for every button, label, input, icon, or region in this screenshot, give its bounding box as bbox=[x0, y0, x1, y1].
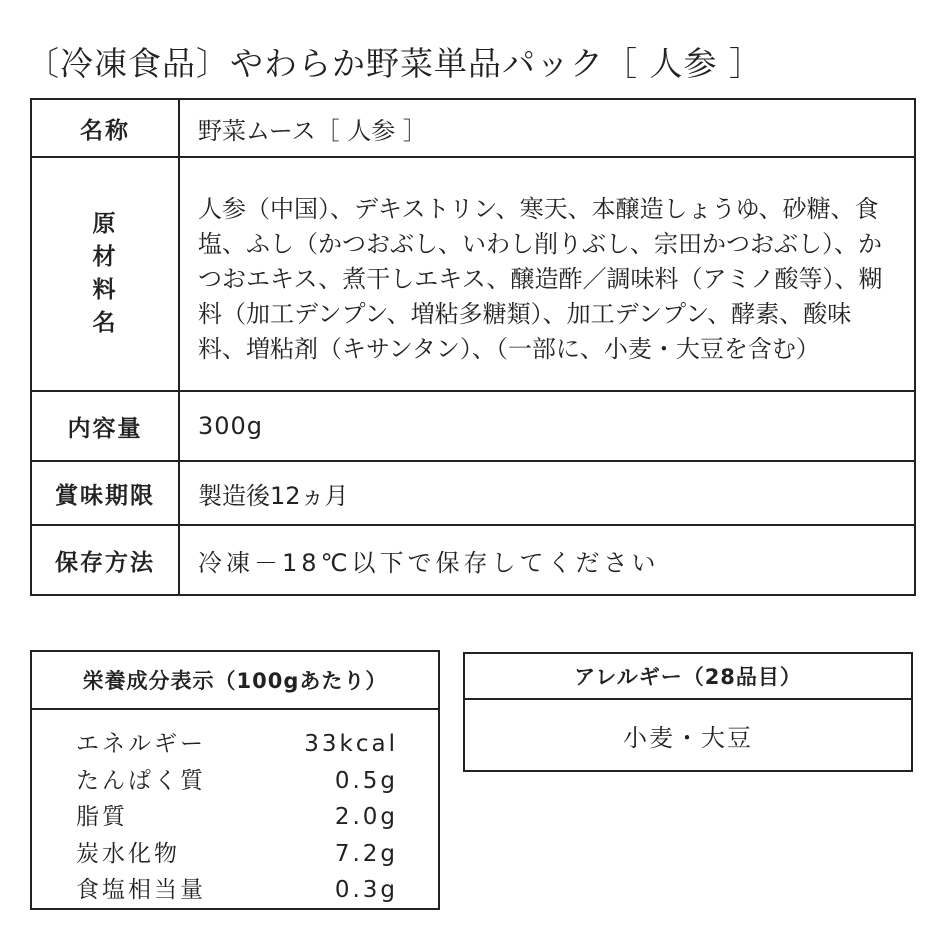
nutrition-item-value: 2.0g bbox=[334, 804, 398, 830]
spec-label-storage: 保存方法 bbox=[31, 525, 179, 595]
spec-label-name: 名称 bbox=[31, 99, 179, 157]
nutrition-item-name: 炭水化物 bbox=[76, 840, 180, 867]
nutrition-row bbox=[76, 836, 398, 873]
table-row-storage bbox=[31, 525, 915, 595]
nutrition-item-name: たんぱく質 bbox=[76, 767, 206, 794]
nutrition-item-name: エネルギー bbox=[76, 731, 206, 757]
nutrition-title: 栄養成分表示（100gあたり） bbox=[32, 652, 438, 710]
spec-value-storage: 冷凍－18℃以下で保存してください bbox=[179, 525, 915, 595]
nutrition-item-value: 0.3g bbox=[334, 877, 398, 903]
spec-label-expiry: 賞味期限 bbox=[31, 461, 179, 525]
spec-value-volume: 300g bbox=[179, 391, 915, 461]
table-row-volume bbox=[31, 391, 915, 461]
nutrition-row bbox=[76, 763, 398, 800]
nutrition-item-value: 7.2g bbox=[334, 840, 398, 867]
allergy-value: 小麦・大豆 bbox=[623, 723, 753, 752]
nutrition-list bbox=[32, 710, 438, 909]
product-spec-table bbox=[30, 98, 916, 596]
spec-value-ingredients: 人参（中国）、デキストリン、寒天、本醸造しょうゆ、砂糖、食塩、ふし（かつおぶし、いわし削りぶし、宗田かつおぶし）、かつおエキス、煮干しエキス、醸造酢／調味料（アミノ酸等）、糊料（加工デンプン、増粘多糖類）、加工デンプン、酵素、酸味料、増粘剤（キサンタン）、（一部に、小麦・大豆を含む） bbox=[179, 157, 915, 391]
nutrition-item-name: 脂質 bbox=[76, 804, 128, 830]
table-row-ingredients bbox=[31, 157, 915, 391]
spec-value-name: 野菜ムース［ 人参 ］ bbox=[179, 99, 915, 157]
spec-label-ingredients: 原材料名 bbox=[92, 211, 118, 336]
table-row-expiry bbox=[31, 461, 915, 525]
table-row-name bbox=[31, 99, 915, 157]
allergy-title: アレルギー（28品目） bbox=[465, 654, 911, 700]
allergy-box bbox=[463, 652, 913, 772]
nutrition-facts-box bbox=[30, 650, 440, 910]
nutrition-item-value: 33kcal bbox=[304, 731, 398, 757]
nutrition-item-name: 食塩相当量 bbox=[76, 877, 206, 903]
nutrition-row bbox=[76, 799, 398, 836]
nutrition-row bbox=[76, 872, 398, 909]
page-title: 〔冷凍食品〕やわらか野菜単品パック［ 人参 ］ bbox=[26, 44, 763, 83]
nutrition-row bbox=[76, 726, 398, 763]
spec-value-expiry: 製造後12ヵ月 bbox=[179, 461, 915, 525]
nutrition-item-value: 0.5g bbox=[334, 767, 398, 794]
spec-label-volume: 内容量 bbox=[31, 391, 179, 461]
